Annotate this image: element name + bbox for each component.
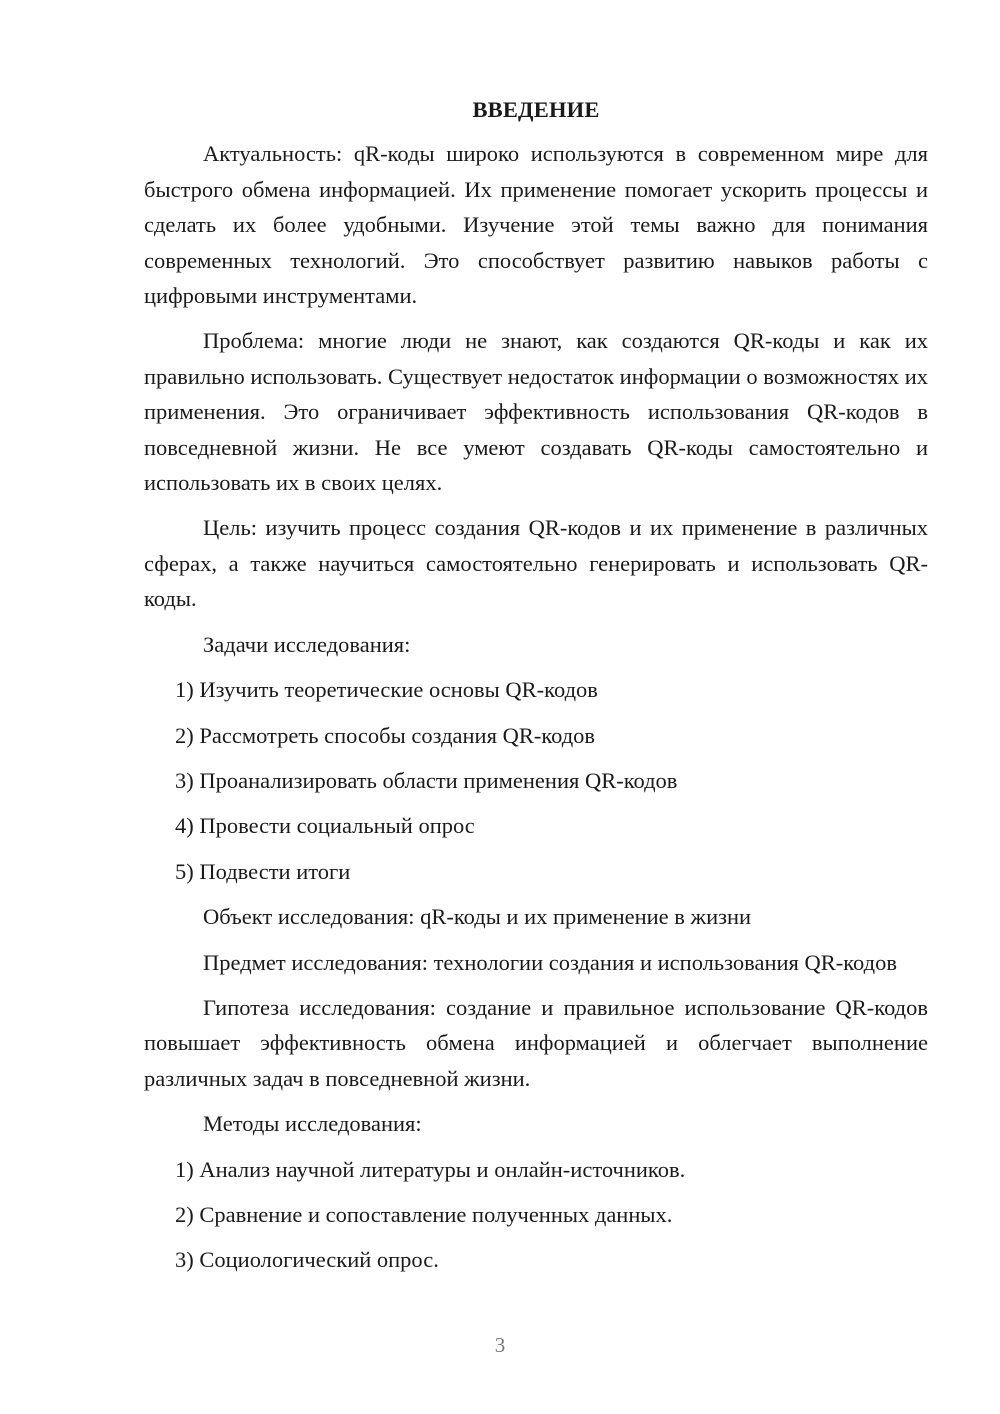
task-item: 5) Подвести итоги <box>175 858 351 884</box>
method-item: 3) Социологический опрос. <box>175 1247 439 1273</box>
method-item: 1) Анализ научной литературы и онлайн-источников. <box>175 1156 686 1182</box>
page-content <box>144 92 928 1288</box>
tasks-heading: Задачи исследования: <box>203 631 411 657</box>
methods-heading: Методы исследования: <box>203 1111 422 1137</box>
hypothesis-paragraph: Гипотеза исследования: создание и правильное использование QR-кодов повышает эффективность обмена информацией и облегчает выполнение различных задач в повседневной жизни. <box>144 994 928 1091</box>
relevance-paragraph: Актуальность: qR-коды широко используются в современном мире для быстрого обмена информацией. Их применение помогает ускорить процессы и сделать их более удобными. Изучение этой темы важно для понимания современных технологий. Это способствует развитию навыков работы с цифровыми инструментами. <box>144 141 928 309</box>
task-item: 3) Проанализировать области применения QR-кодов <box>175 767 678 793</box>
problem-paragraph: Проблема: многие люди не знают, как создаются QR-коды и как их правильно использовать. Существует недостаток информации о возможностях их применения. Это ограничивает эффективность использования QR-кодов в повседневной жизни. Не все умеют создавать QR-коды самостоятельно и использовать их в своих целях. <box>144 328 928 496</box>
object-paragraph: Объект исследования: qR-коды и их применение в жизни <box>203 904 752 930</box>
method-item: 2) Сравнение и сопоставление полученных данных. <box>175 1201 673 1227</box>
subject-paragraph: Предмет исследования: технологии создания и использования QR-кодов <box>203 949 897 975</box>
task-item: 4) Провести социальный опрос <box>175 813 475 839</box>
page-title: ВВЕДЕНИЕ <box>472 97 600 122</box>
task-item: 2) Рассмотреть способы создания QR-кодов <box>175 722 596 748</box>
goal-paragraph: Цель: изучить процесс создания QR-кодов и их применение в различных сферах, а также научиться самостоятельно генерировать и использовать QR-коды. <box>144 515 928 612</box>
page-number: 3 <box>494 1333 506 1357</box>
task-item: 1) Изучить теоретические основы QR-кодов <box>175 677 598 703</box>
